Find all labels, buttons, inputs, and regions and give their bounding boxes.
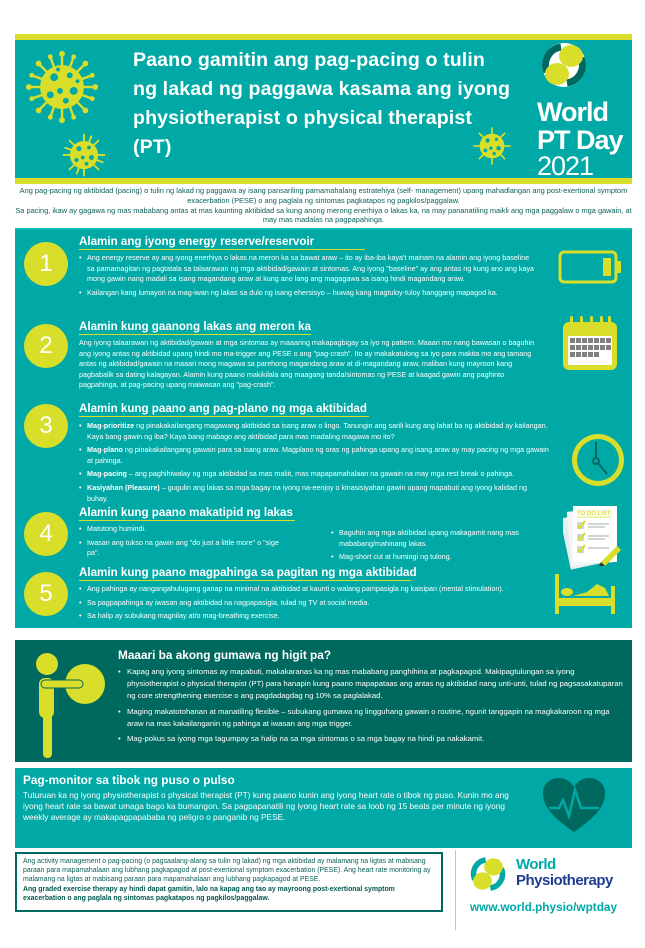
- step-number-badge: 1: [24, 242, 68, 286]
- pulse-title: Pag-monitor sa tibok ng puso o pulso: [23, 773, 235, 787]
- clock-icon: [570, 432, 626, 488]
- calendar-icon: [561, 314, 619, 372]
- page-title: Paano gamitin ang pag-pacing o tulin ng lakad ng paggawa kasama ang iyong physiotherapist o physical therapist (PT): [133, 49, 511, 158]
- world-physiotherapy-logo: [455, 850, 635, 930]
- logo-world-text: World: [516, 856, 556, 873]
- logo-pt-day: PT Day: [537, 125, 623, 155]
- pulse-section: [15, 768, 632, 848]
- steps-section: [15, 228, 632, 628]
- bed-icon: [553, 572, 617, 616]
- header-banner: [15, 34, 632, 184]
- step-body: [79, 584, 539, 625]
- virus-icon: [59, 130, 109, 180]
- battery-icon: [558, 250, 624, 284]
- step-bullet: • Mag-prioritize ng pinakakailangang magawang aktibidad sa isang araw o lingo. Tanungin ang sarili kung ang lahat ba ng aktibidad ay kailangan. Kaya bang gawin ng iba? Kaya bang mabago ang aktibidad para mas madaling magawa mo ito?: [79, 421, 549, 442]
- step-bullet: • Ang pahinga ay nangangahulugang ganap na minimal na aktibidad at kaunti o walang pampasigla ng kaisipan (mental stimulation).: [79, 584, 539, 595]
- intro-paragraph-2: Sa pacing, ikaw ay gagawa ng mas mababang antas at mas kaunting aktibidad sa kung anong merong enerhiya o lakas ka, na may pananatiling maikli ang mga paggalaw o mga gawain, at may mas madalas na pagpapahinga.: [15, 205, 632, 225]
- do-more-body: [118, 666, 626, 748]
- do-more-title: Maaari ba akong gumawa ng higit pa?: [118, 648, 332, 662]
- infographic-page: [15, 0, 632, 948]
- step-bullet: • Sa pagpapahinga ay iwasan ang aktibidad na nagpapasigla, tulad ng TV at social media.: [79, 598, 539, 609]
- step-title: Alamin kung gaanong lakas ang meron ka: [79, 320, 311, 333]
- logo-year: 2021: [537, 151, 594, 181]
- step-bullet: • Mag-short cut at humingi ng tulong.: [331, 552, 563, 563]
- virus-icon: [23, 48, 101, 126]
- step-bullet: • Kasiyahan (Pleasure) – gugulin ang lakas sa mga bagay na iyong na-eenjoy o kinasisiyahan gawin upang mapabuti ang iyong kalidad ng buhay.: [79, 483, 549, 504]
- step-bullet: • Iwasan ang tukso na gawin ang "do just a little more" o "sige pa".: [79, 538, 279, 559]
- do-more-bullet: • Kapag ang iyong sintomas ay mapabuti, makakaranas ka ng mas mababang panghihina at pagkapagod. Makipagtulungan sa iyong physiotherapist o physical therapist (PT) para hanapin kung paano mapapataas ang antas ng aktibidad nang unti-unti, tulad ng pagsasakatuparan ng core strengthening exercise o ang pagdadagdag ng 10% sa paglalakad.: [118, 666, 626, 703]
- step-bullet: • Mag-pacing – ang paghihiwalay ng mga aktibidad sa mas maliit, mas mapapamahalaan na gawain na may mga rest break o pahinga.: [79, 469, 549, 480]
- step-bullet: • Ang energy reserve ay ang iyong enerhiya o lakas na meron ka sa bawat araw – ito ay iba-iba kaya't mainam na alamin ang iyong baseline sa pamamagitan ng pagtatala sa talaarawan ng mga aktibidad/gawain at sintomas. Ang iyong "baseline" ay ang antas ng kung ano ang kaya mong gawin nang madali sa isang magandang araw at kung ano lang ang magagawa sa isang hindi magandang araw.: [79, 253, 535, 285]
- logo-world: World: [537, 97, 608, 127]
- step-body-left: [79, 524, 279, 562]
- step-number-badge: 3: [24, 404, 68, 448]
- do-more-bullet: • Mag-pokus sa iyong mga tagumpay sa halip na sa mga sintomas o sa mga bagay na hindi pa nakakamit.: [118, 733, 626, 745]
- header-band-top: [15, 34, 632, 40]
- todo-list-icon: [563, 504, 625, 570]
- do-more-section: [15, 640, 632, 762]
- step-body: [79, 253, 535, 301]
- heart-rate-icon: [541, 776, 607, 834]
- step-number-badge: 4: [24, 512, 68, 556]
- world-pt-day-emblem-icon: [541, 42, 587, 88]
- step-bullet: • Mag-plano ng pinakakailangang gawain para sa isang araw. Magplano ng oras ng pahinga upang ang isang araw ay may pacing ng mga gawain at pahinga.: [79, 445, 549, 466]
- step-bullet: • Kailangan kang lumayon na mag-iwan ng lakas sa dulo ng isang ehersisyo – huwag kang magtuloy-tuloy hanggang mapagod ka.: [79, 288, 535, 299]
- step-title: Alamin ang iyong energy reserve/reservoir: [79, 235, 365, 250]
- step-title: Alamin kung paano ang pag-plano ng mga aktibidad: [79, 402, 369, 417]
- step-body: [79, 421, 549, 507]
- world-pt-day-logo: [533, 42, 629, 181]
- svg-text:TO DO LIST: TO DO LIST: [577, 511, 611, 517]
- logo-physiotherapy-text: Physiotherapy: [516, 872, 613, 889]
- website-link[interactable]: www.world.physio/wptday: [470, 900, 618, 914]
- intro-paragraph-1: Ang pag-pacing ng aktibidad (pacing) o tulin ng lakad ng paggawa ay isang pansariling pamamahalang estratehiya (self- management) upang mahadlangan ang post-exertional symptom exacerbation (PESE) o ang paglala ng sintomas pagkatapos ng pagkilos/paggalaw.: [19, 186, 628, 205]
- step-number-badge: 5: [24, 572, 68, 616]
- step-bullet: • Sa halip ay subukang magnilay at/o mag-breathing exercise.: [79, 611, 539, 622]
- disclaimer-note: [15, 852, 443, 912]
- step-title: Alamin kung paano makatipid ng lakas: [79, 506, 295, 521]
- step-bullet: • Baguhin ang mga aktibidad upang makagamit nang mas mababang/mahinang lakas.: [331, 528, 563, 549]
- step-number-badge: 2: [24, 324, 68, 368]
- pulse-body: Tuturuan ka ng iyong physiotherapist o physical therapist (PT) kung paano kunin ang iyong heart rate o tibok ng puso. Kunin mo ang iyong heart rate sa bawat umaga bago ka bumangon. Sa pagpapanatili ng iyong heart rate sa loob ng 15 beats per minute ng iyong weekly average ay makapagpapababa ng peligro o panganib ng PESE.: [23, 790, 509, 823]
- do-more-bullet: • Maging makatotohanan at manatiling flexible – subukang gumawa ng lingguhang gawain o routine, ngunit tanggapin na magkakaroon ng mga araw na mas kakailanganin ng pahinga at iwasan ang mga trigger.: [118, 706, 626, 730]
- step-body-right: [331, 528, 563, 566]
- disclaimer-text: Ang activity management o pag-pacing (o pagsaalang-alang sa tulin ng lakad) ng mga aktibidad ay malamang na ligtas at mabisang paraan para mapamahalaan ang lubhang pagkapagod at post-exertional symptom exacerbation (PESE). Ang heart rate monitoring ay malamang na ligtas at mabisang paraan para mapamahalaan ang lubhang pagkapagod at PESE.: [23, 858, 431, 884]
- disclaimer-bold-text: Ang graded exercise therapy ay hindi dapat gamitin, lalo na kapag ang tao ay mayroong post-exertional symptom exacerbation o ang paglala ng sintomas pagkatapos ng pagkilos/paggalaw.: [23, 885, 395, 902]
- world-physiotherapy-emblem-icon: [470, 856, 506, 892]
- person-pushing-icon: [31, 650, 107, 760]
- intro-text: [15, 186, 632, 225]
- step-title: Alamin kung paano magpahinga sa pagitan ng mga aktibidad: [79, 566, 417, 579]
- step-body: Ang iyong talaarawan ng aktibidad/gawain at mga sintomas ay maaaring makapagbigay sa iyo ng pattern. Maaari mo nang bawasan o baguhin ang iyong antas ng aktibidad upang hindi mo ma-trigger ang PESE o ang "pag-crash". Ito ay makakatulong sa iyo para makita mo ang tamang antas ng aktibidad/gawain na maaari mong magawa sa parehong magandang araw at di-magandang araw, maliban kung mayroon kang pagbabalik sa dating kalagayan. Alamin kung paano makikilala ang maagang tanda/sintomas ng PESE at kaagad gawin ang paghinto pagpahinga, at pag-pacing upang maiwasan ang "pag-crash".: [79, 338, 535, 390]
- step-bullet: • Matutong humindi.: [79, 524, 279, 535]
